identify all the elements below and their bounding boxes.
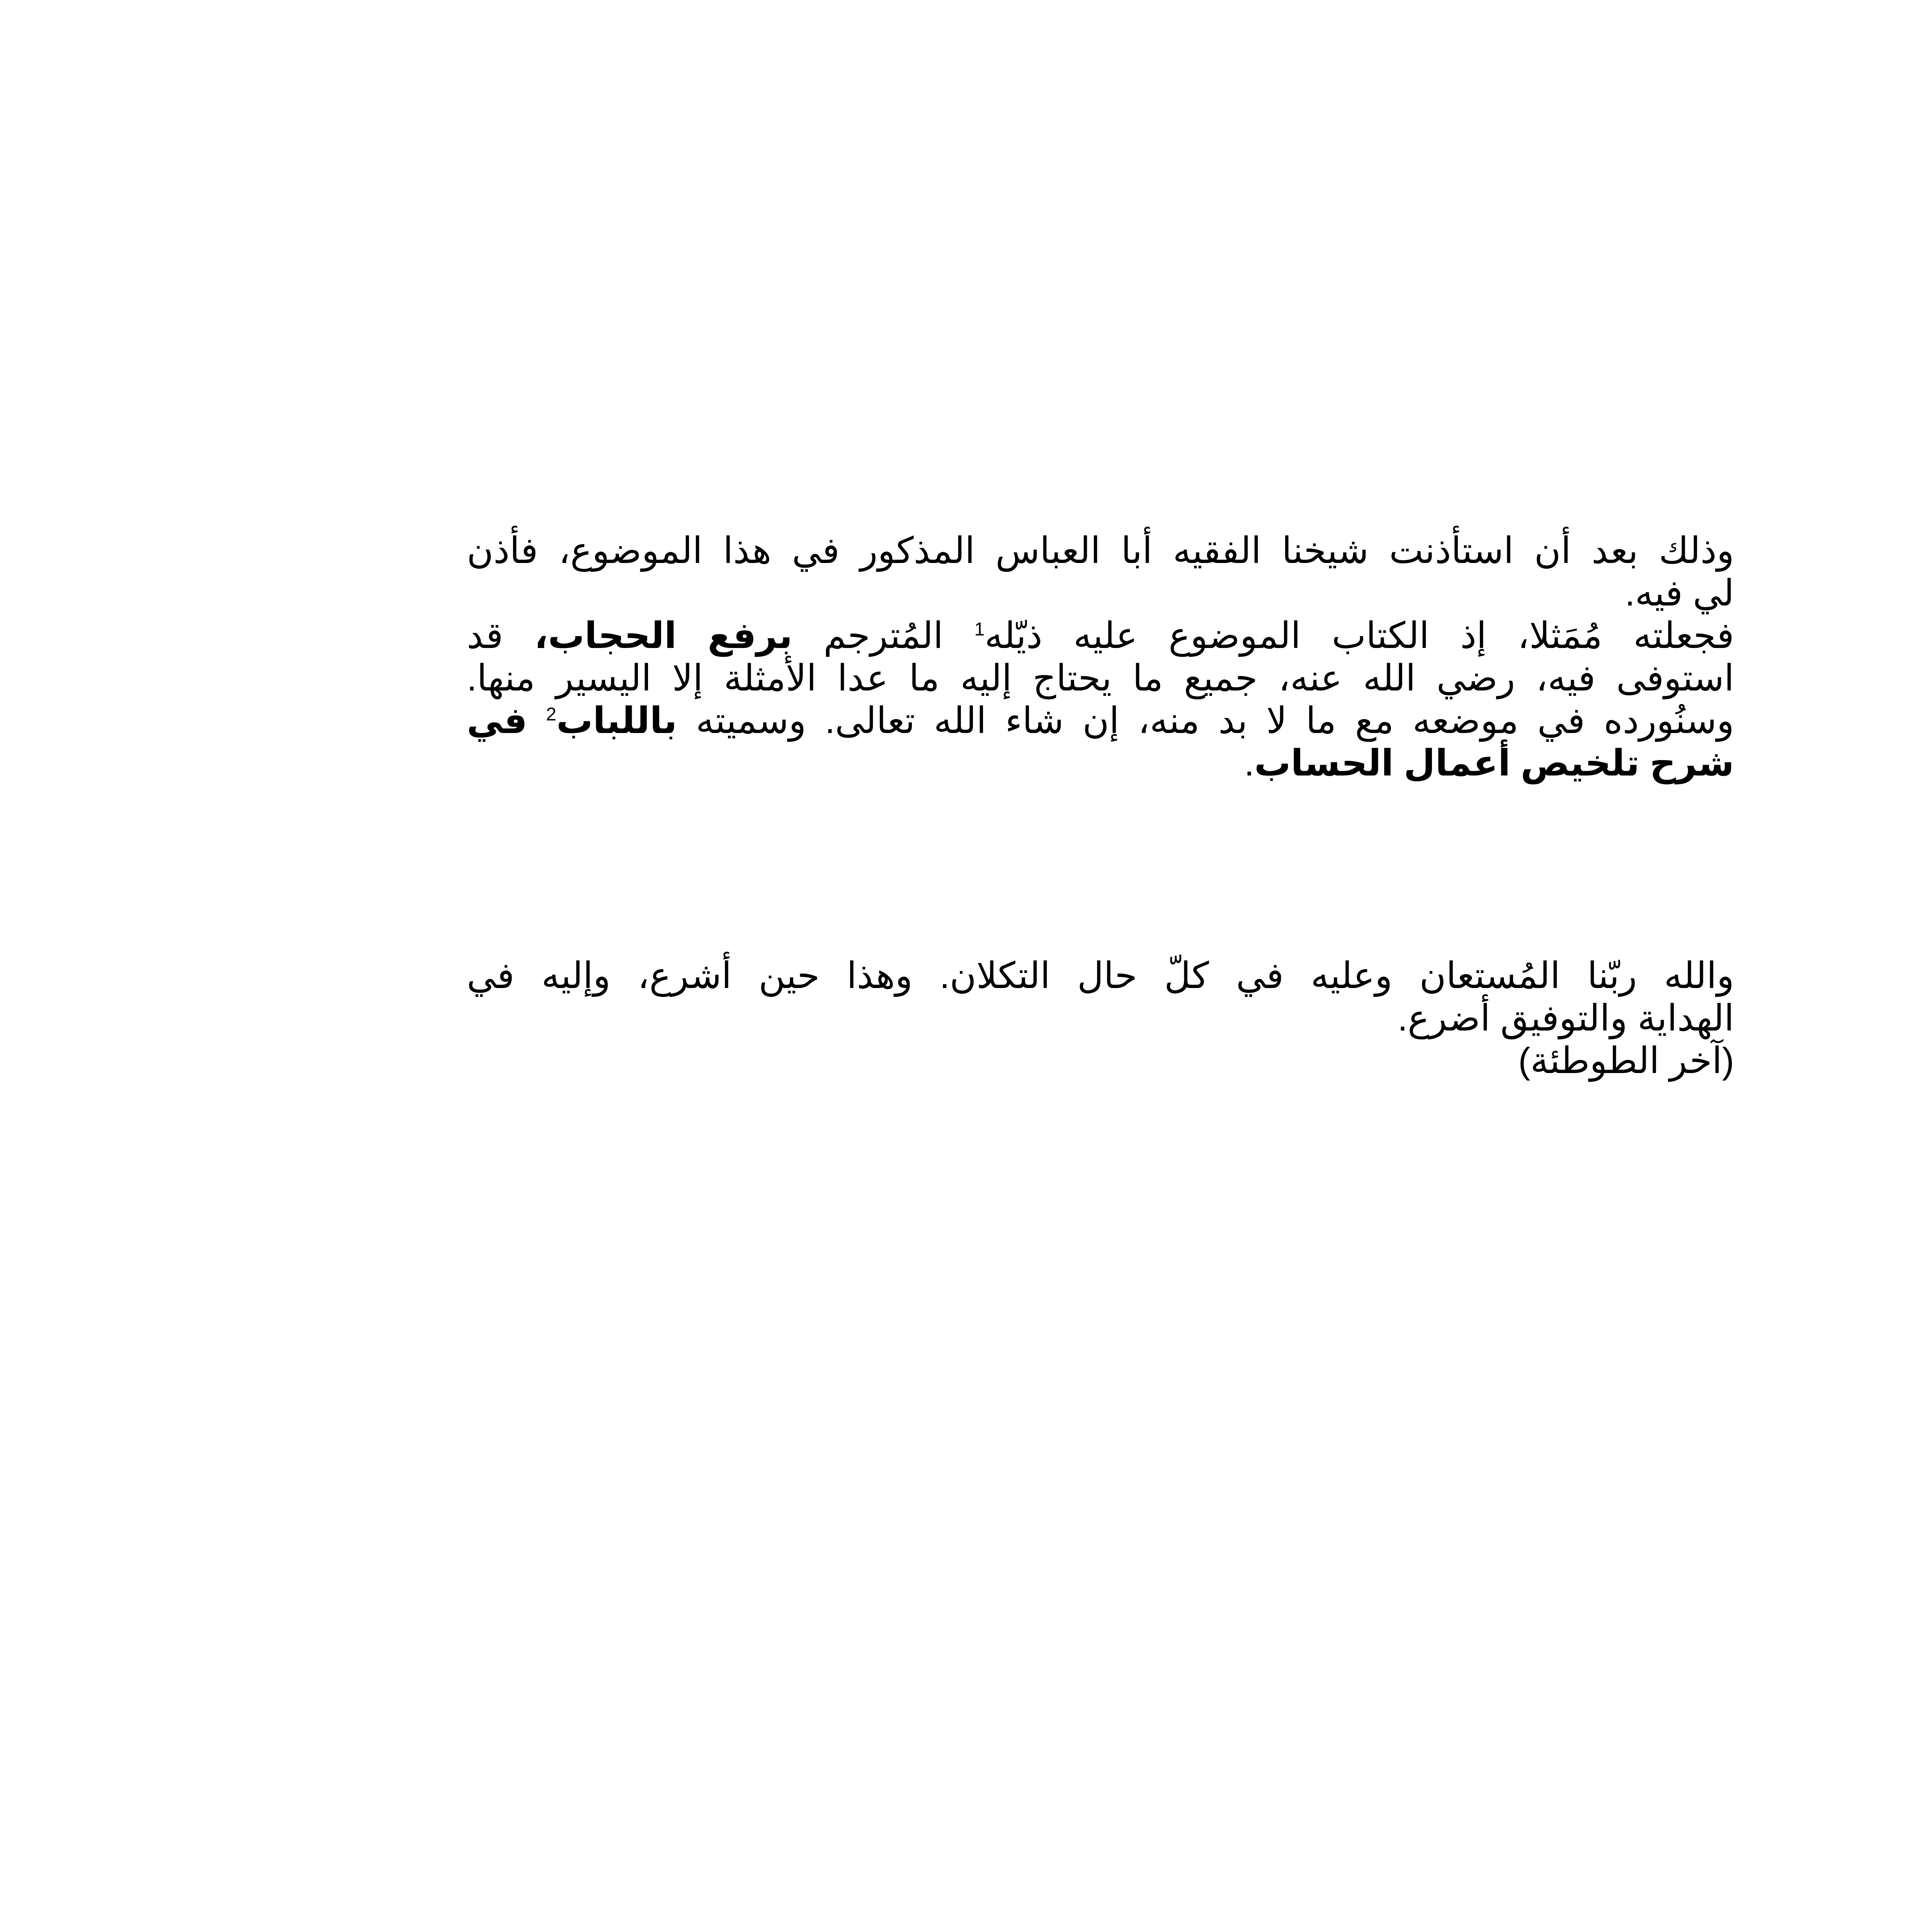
text-line — [467, 742, 1734, 784]
text-line: استوفى فيه، رضي الله عنه، جميع ما يحتاج إليه ما عدا الأمثلة إلا اليسير منها. — [467, 658, 1734, 698]
text-line: الهداية والتوفيق أضرع. — [1397, 998, 1734, 1038]
book-title-cont: في — [467, 700, 546, 741]
text-run: . — [1244, 743, 1254, 783]
paragraph-introduction — [467, 529, 1734, 784]
paragraph-closing — [467, 954, 1734, 1082]
text-line: (آخر الطوطئة) — [1518, 1040, 1734, 1081]
text-run: قد — [467, 615, 534, 656]
text-run: فجعلته مُمَثلا، إذ الكتاب الموضوع عليه ذيّله — [985, 615, 1734, 656]
text-run: وسنُورده في موضعه مع ما لا بد منه، إن شاء الله تعالى. وسميته — [677, 700, 1734, 741]
book-title-al-lubab: باللباب — [556, 700, 677, 741]
text-run: المُترجم — [792, 615, 975, 656]
text-line — [467, 614, 1734, 657]
text-line: والله ربّنا المُستعان وعليه في كلّ حال التكلان. وهذا حين أشرع، وإليه في — [467, 955, 1734, 996]
footnote-ref-1: 1 — [974, 619, 985, 640]
text-line: وذلك بعد أن استأذنت شيخنا الفقيه أبا العباس المذكور في هذا الموضوع، فأذن — [467, 530, 1734, 571]
text-line — [467, 699, 1734, 742]
book-title-sharh: شرح تلخيص أعمال الحساب — [1254, 743, 1734, 783]
text-line: لي فيه. — [1625, 573, 1734, 613]
footnote-ref-2: 2 — [546, 704, 556, 725]
book-title-raf-al-hijab: برفع الحجاب، — [534, 615, 793, 656]
